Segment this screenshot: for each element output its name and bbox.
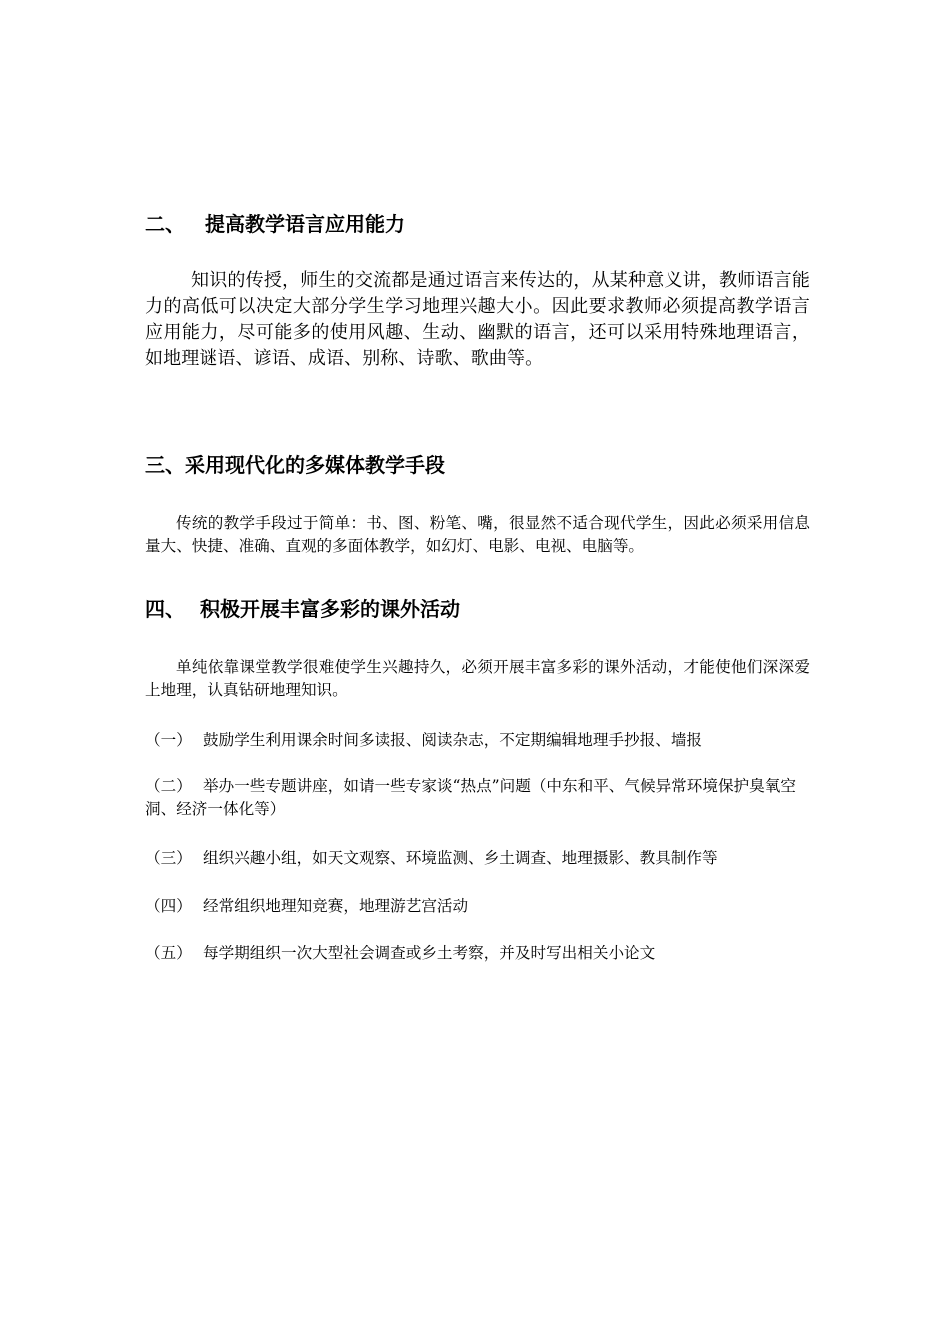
- list-item-marker: （二）: [145, 777, 192, 795]
- section-title: 积极开展丰富多彩的课外活动: [200, 597, 460, 621]
- list-item-text: 经常组织地理知竞赛，地理游艺宫活动: [203, 897, 469, 915]
- section-number: 四、: [145, 597, 185, 621]
- section-paragraph-2: 知识的传授，师生的交流都是通过语言来传达的，从某种意义讲，教师语言能力的高低可以决定大部分学生学习地理兴趣大小。因此要求教师必须提高教学语言应用能力，尽可能多的使用风趣、生动、幽默的语言，还可以采用特殊地理语言，如地理谜语、谚语、成语、别称、诗歌、歌曲等。: [145, 270, 810, 369]
- list-item: [145, 729, 810, 752]
- section-paragraph-4: 单纯依靠课堂教学很难使学生兴趣持久，必须开展丰富多彩的课外活动，才能使他们深深爱上地理，认真钻研地理知识。: [145, 658, 810, 699]
- list-item: [145, 895, 810, 918]
- list-item-text: 组织兴趣小组，如天文观察、环境监测、乡土调查、地理摄影、教具制作等: [203, 849, 718, 867]
- list-item: [145, 847, 810, 870]
- list-item-text: 鼓励学生利用课余时间多读报、阅读杂志，不定期编辑地理手抄报、墙报: [203, 731, 703, 749]
- section-heading-4: [145, 596, 460, 622]
- list-item-marker: （三）: [145, 849, 192, 867]
- list-item: [145, 942, 810, 965]
- section-title: 提高教学语言应用能力: [205, 212, 405, 236]
- list-item-marker: （五）: [145, 944, 192, 962]
- section-number: 二、: [145, 212, 185, 236]
- list-item-marker: （四）: [145, 897, 192, 915]
- list-item: [145, 775, 810, 821]
- section-title: 采用现代化的多媒体教学手段: [185, 453, 445, 477]
- list-item-text: 举办一些专题讲座，如请一些专家谈“热点”问题（中东和平、气候异常环境保护臭氧空洞、经济一体化等）: [145, 777, 796, 818]
- section-heading-2: [145, 211, 405, 237]
- section-heading-3: [145, 452, 445, 478]
- list-item-text: 每学期组织一次大型社会调查或乡土考察，并及时写出相关小论文: [203, 944, 656, 962]
- list-item-marker: （一）: [145, 731, 192, 749]
- section-paragraph-3: 传统的教学手段过于简单：书、图、粉笔、嘴，很显然不适合现代学生，因此必须采用信息量大、快捷、准确、直观的多面体教学，如幻灯、电影、电视、电脑等。: [145, 514, 810, 555]
- section-number: 三、: [145, 453, 185, 477]
